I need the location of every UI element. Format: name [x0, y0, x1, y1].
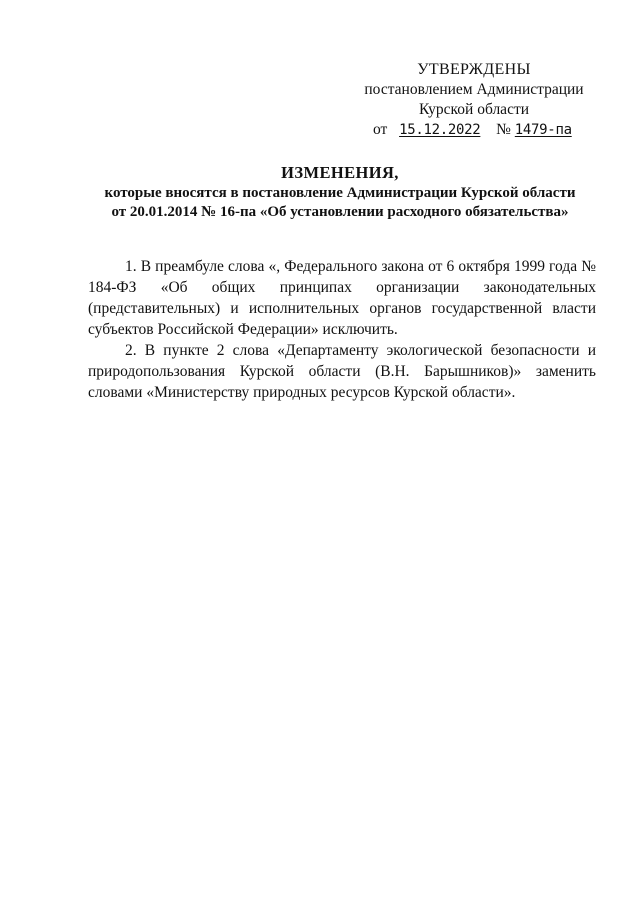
document-title: ИЗМЕНЕНИЯ,	[281, 163, 399, 182]
approval-date-line	[360, 120, 588, 140]
document-subtitle-line-2: от 20.01.2014 № 16-па «Об установлении расходного обязательства»	[111, 204, 569, 220]
paragraph-1: 1. В преамбуле слова «, Федерального закона от 6 октября 1999 года № 184-ФЗ «Об общих принципах организации законодательных (представительных) и исполнительных органов государственной власти субъектов Российской Федерации» исключить.	[88, 258, 596, 338]
approval-stamp	[360, 60, 588, 140]
approval-line-authority: постановлением Администрации	[364, 81, 584, 98]
approval-title: УТВЕРЖДЕНЫ	[417, 61, 531, 78]
document-subtitle-line-1: которые вносятся в постановление Администрации Курской области	[104, 185, 576, 201]
date-prefix: от	[373, 121, 388, 138]
approval-number-value: 1479-па	[514, 122, 572, 138]
paragraph-2: 2. В пункте 2 слова «Департаменту экологической безопасности и природопользования Курской области (В.Н. Барышников)» заменить словами «Министерству природных ресурсов Курской области».	[88, 342, 596, 401]
number-prefix: №	[496, 121, 511, 138]
approval-date-value: 15.12.2022	[399, 122, 481, 138]
approval-line-region: Курской области	[418, 101, 530, 118]
document-heading	[60, 162, 620, 222]
document-body	[88, 256, 596, 403]
